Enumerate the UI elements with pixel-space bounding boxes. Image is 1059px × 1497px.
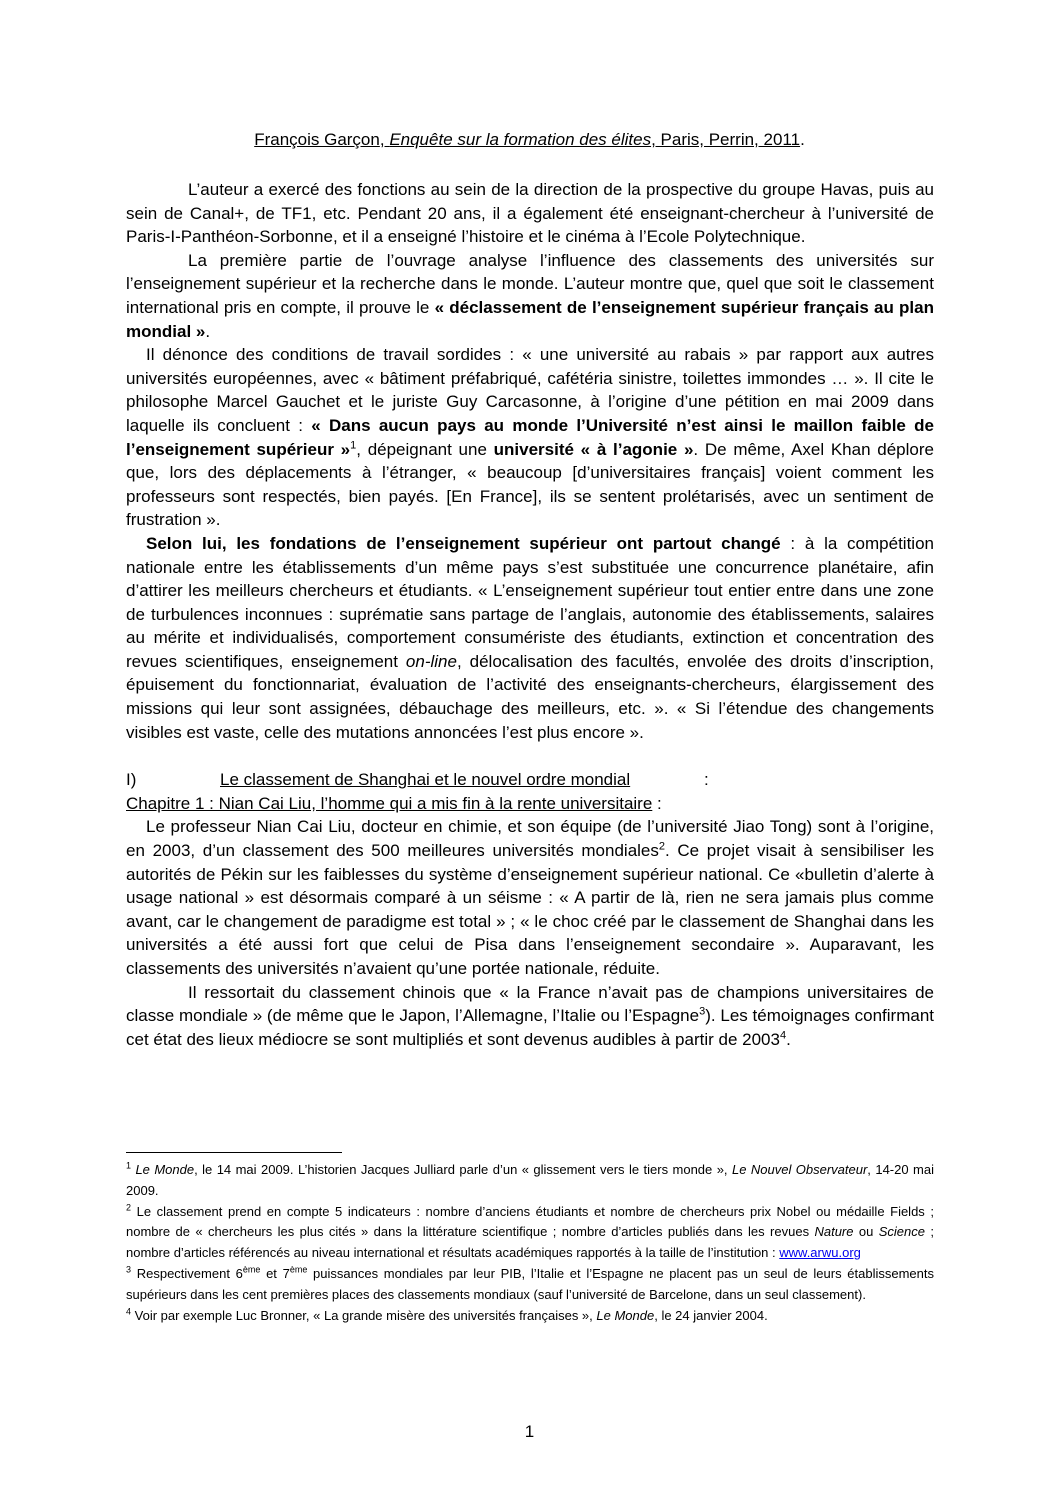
footnote-separator bbox=[126, 1152, 342, 1153]
footnote-4: $^4$ Voir par exemple Luc Bronner, « La grande misère des universités françaises », Le Monde, le 24 janvier 2004. bbox=[126, 1306, 768, 1323]
footnote-2: $^2$ Le classement prend en compte 5 indicateurs : nombre d’anciens étudiants et nombre de chercheurs prix Nobel ou médaille Fields ; nombre de « chercheurs les plus cités » dans la littérature scientifique ; nombre d’articles publiés dans les revues Nature ou Science ; nombre d’articles référencés au niveau international et résultats académiques rapportés à la taille de l’institution : www.arwu.org bbox=[126, 1202, 935, 1261]
footnote-1: $^1$ Le Monde, le 14 mai 2009. L’historien Jacques Julliard parle d’un « glissement vers le tiers monde », Le Nouvel Observateur, 14-20 mai 2009. bbox=[126, 1160, 934, 1198]
footnotes bbox=[126, 1160, 934, 1326]
section-number: I) bbox=[126, 770, 137, 790]
chapter-paragraph-1: Le professeur Nian Cai Liu, docteur en chimie, et son équipe (de l’université Jiao Tong) sont à l’origine, en 2003, d’un classement des 500 meilleures universités mondiales$^2$. Ce projet visait à sensibiliser les autorités de Pékin sur les faiblesses du système d’enseignement supérieur national. Ce «bulletin d’alerte à usage national » est désormais comparé à un séisme : « A partir de là, rien ne sera jamais plus comme avant, car le changement de paradigme est total » ; « le choc créé par le classement de Shanghai dans les universités a été aussi fort que celui de Pisa dans l’enseignement secondaire ». Auparavant, les classements des universités n’avaient qu’une portée nationale, réduite. bbox=[126, 817, 934, 978]
main-text bbox=[126, 178, 934, 1051]
footnote-ref-4: 4 bbox=[779, 1029, 787, 1042]
page-number: 1 bbox=[524, 1422, 535, 1441]
title-publisher: Paris, Perrin, 2011 bbox=[660, 130, 801, 149]
footnote-ref-2: 2 bbox=[658, 840, 666, 853]
section-heading: I) Le classement de Shanghai et le nouvel ordre mondial : bbox=[126, 768, 934, 792]
book-title-line: François Garçon, Enquête sur la formation des élites, Paris, Perrin, 2011. bbox=[254, 130, 805, 149]
chapter-paragraph-2: Il ressortait du classement chinois que « la France n’avait pas de champions universitaires de classe mondiale » (de même que le Japon, l’Allemagne, l’Italie ou l’Espagne$^3$). Les témoignages confirmant cet état des lieux médiocre se sont multipliés et sont devenus audibles à partir de 2003$^4$. bbox=[126, 982, 935, 1049]
footnote-ref-1: 1 bbox=[350, 438, 357, 451]
chapter-heading: Chapitre 1 : Nian Cai Liu, l’homme qui a mis fin à la rente universitaire : bbox=[126, 793, 662, 813]
intro-paragraph-4: Selon lui, les fondations de l’enseignement supérieur ont partout changé : à la compétition nationale entre les établissements d’un même pays s’est substituée une concurrence planétaire, afin d’attirer les meilleurs chercheurs et étudiants. « L’enseignement supérieur tout entier entre dans une zone de turbulences inconnues : suprématie sans partage de l’anglais, autonomie des établissements, salaires au mérite et individualisés, comportement consumériste des étudiants, extinction et concentration des revues scientifiques, enseignement on-line, délocalisation des facultés, envolée des droits d’inscription, épuisement du fonctionnariat, évaluation de l’activité des enseignants-chercheurs, élargissement des missions qui leur sont assignées, débauchage des meilleurs, etc. ». « Si l’étendue des changements visibles est vaste, celle des mutations annoncées l’est plus encore ». bbox=[126, 533, 935, 742]
section-title: Le classement de Shanghai et le nouvel ordre mondial bbox=[220, 770, 631, 790]
footnote-3: $^3$ Respectivement 6ème et 7ème puissances mondiales par leur PIB, l’Italie et l’Espagne ne placent pas un seul de leurs établissements supérieurs dans les cent premières places des classements mondiaux (sauf l’université de Barcelone, dans un seul classement). bbox=[126, 1264, 934, 1302]
intro-paragraph-1: L’auteur a exercé des fonctions au sein de la direction de la prospective du groupe Havas, puis au sein de Canal+, de TF1, etc. Pendant 20 ans, il a également été enseignant-chercheur à l’université de Paris-I-Panthéon-Sorbonne, et il a enseigné l’histoire et le cinéma à l’Ecole Polytechnique. bbox=[126, 180, 934, 247]
footnote-ref-3: 3 bbox=[699, 1005, 706, 1018]
arwu-link[interactable]: www.arwu.org bbox=[779, 1245, 861, 1261]
title-author: François Garçon bbox=[254, 130, 380, 149]
intro-paragraph-2: La première partie de l’ouvrage analyse l’influence des classements des universités sur l’enseignement supérieur et la recherche dans le monde. L’auteur montre que, quel que soit le classement international pris en compte, il prouve le « déclassement de l’enseignement supérieur français au plan mondial ». bbox=[126, 250, 934, 341]
title-book: Enquête sur la formation des élites bbox=[389, 130, 652, 149]
intro-paragraph-3: Il dénonce des conditions de travail sordides : « une université au rabais » par rapport aux autres universités européennes, avec « bâtiment préfabriqué, cafétéria sinistre, toilettes immondes … ». Il cite le philosophe Marcel Gauchet et le juriste Guy Carcasonne, à l’origine d’une pétition en mai 2009 dans laquelle ils concluent : « Dans aucun pays au monde l’Université n’est ainsi le maillon faible de l’enseignement supérieur »$^1$, dépeignant une université « à l’agonie ». De même, Axel Khan déplore que, lors des déplacements à l’étranger, « beaucoup [d’universitaires français] voient comment les professeurs sont respectés, bien payés. [En France], ils se sentent prolétarisés, avec un sentiment de frustration ». bbox=[126, 345, 934, 530]
